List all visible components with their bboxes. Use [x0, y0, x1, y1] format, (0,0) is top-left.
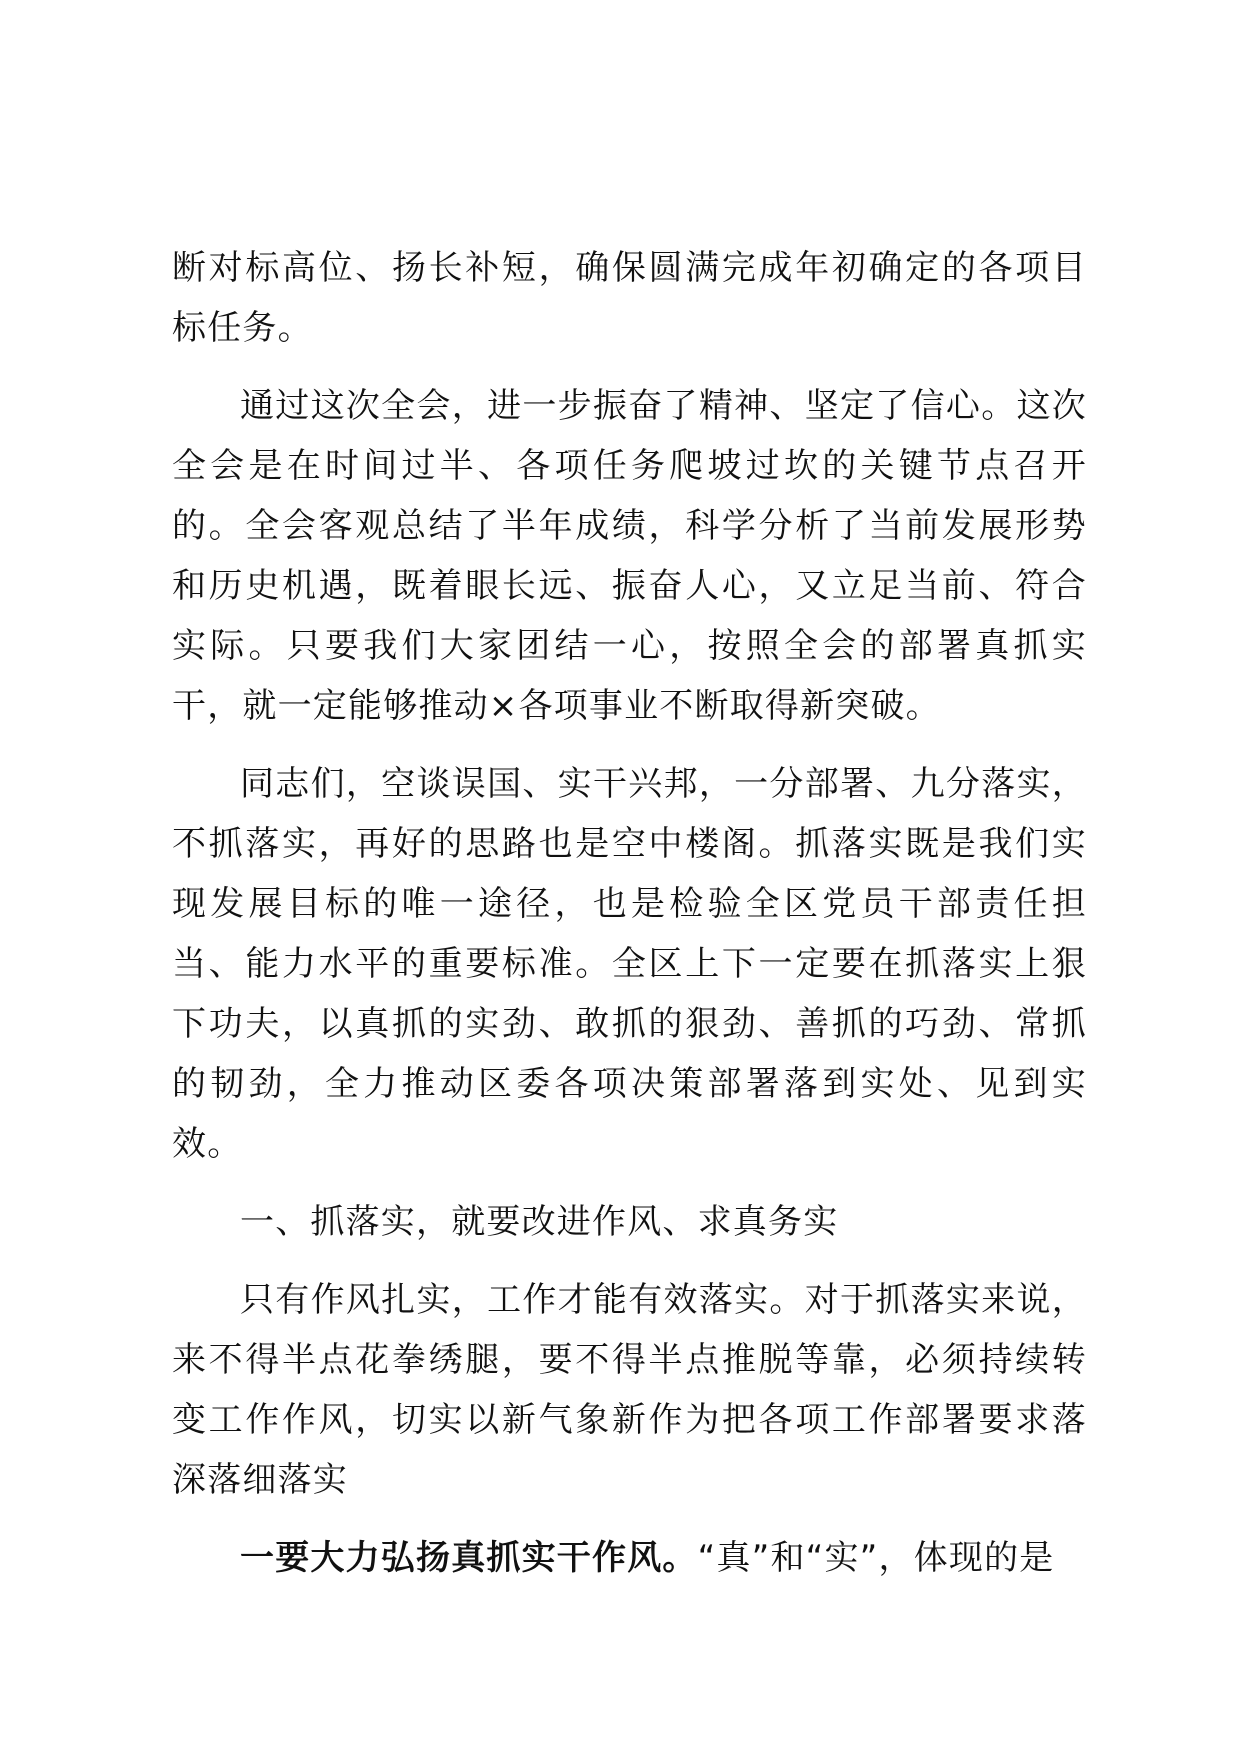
section-heading-1: 一、抓落实，就要改进作风、求真务实 — [240, 1202, 839, 1242]
paragraph-plenary-session: 通过这次全会，进一步振奋了精神、坚定了信心。这次全会是在时间过半、各项任务爬坡过坎的关键节点召开的。全会客观总结了半年成绩，科学分析了当前发展形势和历史机遇，既着眼长远、振奋人心，又立足当前、符合实际。只要我们大家团结一心，按照全会的部署真抓实干，就一定能够推动×各项事业不断取得新突破。 — [172, 386, 1087, 726]
paragraph-point-one — [172, 1528, 1087, 1588]
point-one-lead: 一要大力弘扬真抓实干作风。 — [240, 1538, 698, 1578]
paragraph-work-style: 只有作风扎实，工作才能有效落实。对于抓落实来说，来不得半点花拳绣腿，要不得半点推脱等靠，必须持续转变工作作风，切实以新气象新作为把各项工作部署要求落深落细落实 — [172, 1280, 1087, 1500]
paragraph-continuation: 断对标高位、扬长补短，确保圆满完成年初确定的各项目标任务。 — [172, 248, 1087, 348]
paragraph-implementation: 同志们，空谈误国、实干兴邦，一分部署、九分落实，不抓落实，再好的思路也是空中楼阁。抓落实既是我们实现发展目标的唯一途径，也是检验全区党员干部责任担当、能力水平的重要标准。全区上下一定要在抓落实上狠下功夫，以真抓的实劲、敢抓的狠劲、善抓的巧劲、常抓的韧劲，全力推动区委各项决策部署落到实处、见到实效。 — [172, 764, 1087, 1164]
document-body — [172, 238, 1087, 1588]
point-one-text: “真”和“实”，体现的是 — [697, 1538, 1055, 1578]
